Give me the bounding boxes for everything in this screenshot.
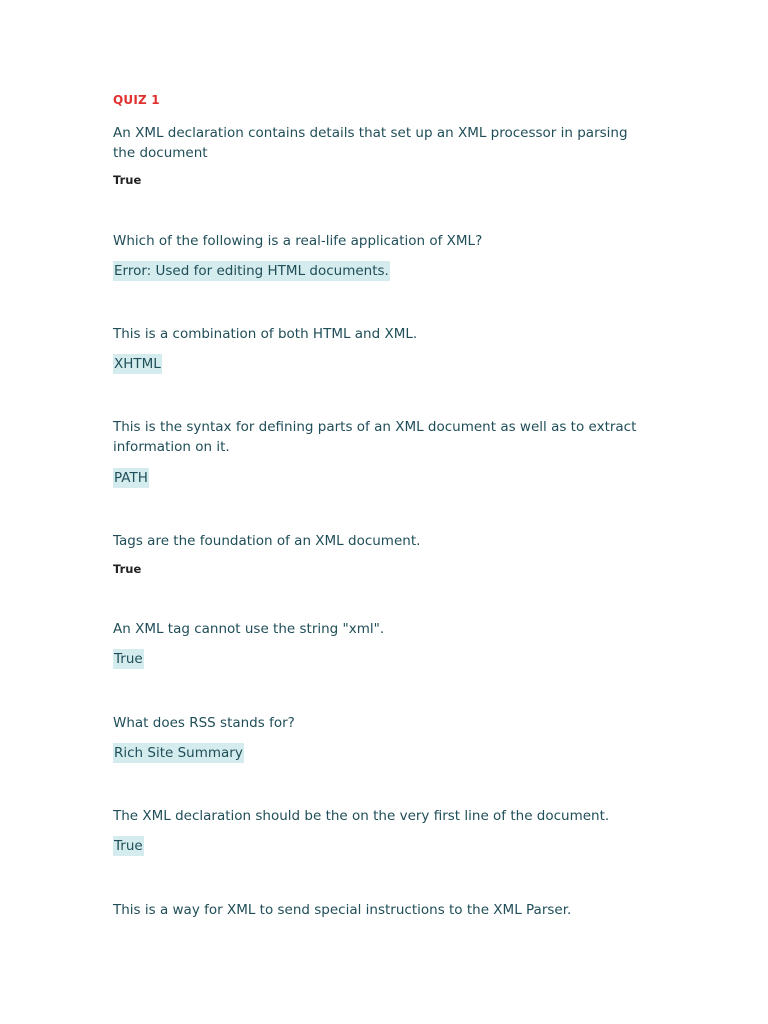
question-1: An XML declaration contains details that set up an XML processor in parsing the document <box>113 125 628 161</box>
answer-6: True <box>114 651 143 667</box>
answer-5: True <box>113 562 142 576</box>
answer-8: True <box>114 838 143 854</box>
answer-3: XHTML <box>114 356 161 372</box>
question-4: This is the syntax for defining parts of an XML document as well as to extract information on it. <box>113 419 637 455</box>
question-6: An XML tag cannot use the string "xml". <box>113 621 385 637</box>
answer-2: Error: Used for editing HTML documents. <box>114 263 389 279</box>
question-5: Tags are the foundation of an XML document. <box>113 533 421 549</box>
question-2: Which of the following is a real-life application of XML? <box>113 233 483 249</box>
answer-1: True <box>113 173 142 187</box>
question-3: This is a combination of both HTML and XML. <box>113 326 418 342</box>
question-7: What does RSS stands for? <box>113 715 295 731</box>
answer-4: PATH <box>114 470 148 486</box>
question-8: The XML declaration should be the on the very first line of the document. <box>113 808 610 824</box>
question-9: This is a way for XML to send special instructions to the XML Parser. <box>113 902 572 918</box>
quiz-title: QUIZ 1 <box>113 93 160 107</box>
answer-7: Rich Site Summary <box>114 745 243 761</box>
